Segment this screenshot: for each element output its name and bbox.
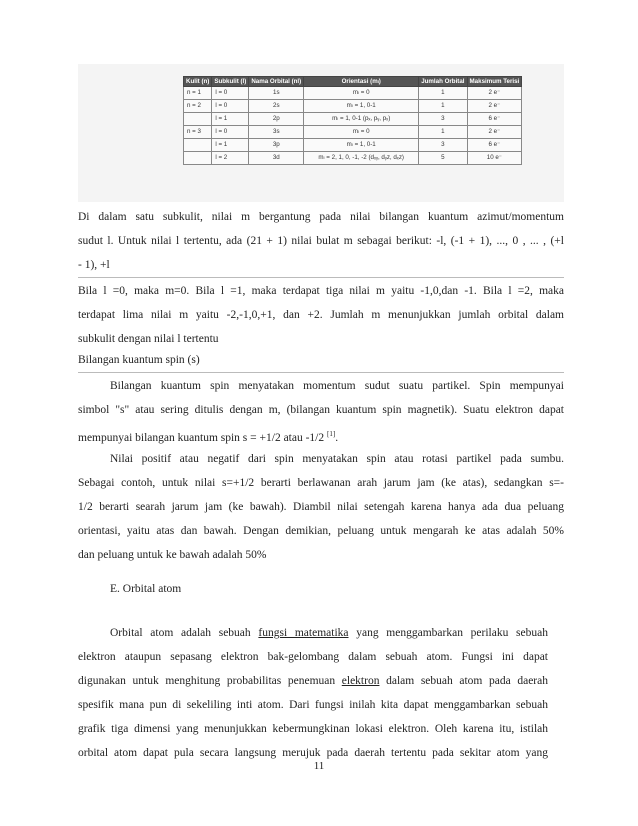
text-line	[78, 422, 564, 446]
table-row	[184, 126, 522, 139]
table-cell: 2p	[249, 113, 304, 126]
text-segment: Orbital atom adalah sebuah	[110, 627, 259, 639]
text-line: - 1), +l	[78, 259, 110, 271]
text-line: grafik tiga dimensi yang menunjukkan kebermungkinan lokasi elektron. Oleh karena itu, istilah	[78, 723, 548, 735]
table-cell: 2 e⁻	[467, 100, 522, 113]
link-fungsi-matematika[interactable]: fungsi matematika	[258, 627, 349, 639]
table-cell: l = 0	[212, 87, 249, 100]
table-header: Kulit (n)	[184, 77, 212, 87]
table-cell: l = 2	[212, 152, 249, 165]
text-segment: .	[335, 431, 339, 444]
paragraph-spin-direction	[78, 447, 564, 567]
table-cell: 5	[419, 152, 467, 165]
text-line: subkulit dengan nilai l tertentu	[78, 333, 219, 345]
text-line: Nilai positif atau negatif dari spin menyatakan spin atau rotasi partikel pada sumbu.	[110, 453, 564, 465]
paragraph-magnetic-values	[78, 279, 564, 351]
link-elektron[interactable]: elektron	[341, 675, 380, 687]
table-cell: 2 e⁻	[467, 126, 522, 139]
table-cell: l = 1	[212, 113, 249, 126]
table-cell: mₗ = 0	[304, 126, 419, 139]
table-cell	[184, 139, 212, 152]
table-cell: 3	[419, 113, 467, 126]
table-cell: l = 0	[212, 126, 249, 139]
orbital-table	[183, 76, 522, 165]
table-cell: 6 e⁻	[467, 113, 522, 126]
table-cell: 2 e⁻	[467, 87, 522, 100]
text-line: orientasi, yaitu atas dan bawah. Dengan demikian, peluang untuk mengarah ke atas adalah 50%	[78, 525, 564, 537]
table-cell: n = 2	[184, 100, 212, 113]
table-cell: 1	[419, 87, 467, 100]
table-cell: n = 3	[184, 126, 212, 139]
text-line: Bilangan kuantum spin menyatakan momentum sudut suatu partikel. Spin mempunyai	[110, 380, 564, 392]
table-cell: mₗ = 1, 0-1	[304, 100, 419, 113]
table-cell: mₗ = 1, 0-1	[304, 139, 419, 152]
text-line: spesifik mana pun di sekeliling inti atom. Dari fungsi inilah kita dapat menggambarkan sebuah	[78, 699, 548, 711]
table-cell: 1	[419, 100, 467, 113]
table-cell: 10 e⁻	[467, 152, 522, 165]
table-header: Maksimum Terisi	[467, 77, 522, 87]
table-header: Nama Orbital (nl)	[249, 77, 304, 87]
table-cell: l = 1	[212, 139, 249, 152]
table-cell: 2s	[249, 100, 304, 113]
table-cell: 3s	[249, 126, 304, 139]
orbital-table-figure	[78, 64, 564, 202]
paragraph-spin-definition	[78, 374, 564, 446]
paragraph-azimuthal	[78, 205, 564, 277]
table-cell: 1	[419, 126, 467, 139]
paragraph-atomic-orbital	[78, 621, 548, 765]
table-cell: mₗ = 0	[304, 87, 419, 100]
spin-heading: Bilangan kuantum spin (s)	[78, 354, 200, 366]
citation-ref[interactable]: [1]	[327, 430, 336, 438]
text-line: Bila l =0, maka m=0. Bila l =1, maka terdapat tiga nilai m yaitu -1,0,dan -1. Bila l =2, maka	[78, 285, 564, 297]
text-line: orbital atom dapat pula secara langsung merujuk pada daerah tertentu pada sekitar atom yang	[78, 747, 548, 759]
table-cell	[184, 113, 212, 126]
table-header-row	[184, 77, 522, 87]
text-line: Di dalam satu subkulit, nilai m bergantung pada nilai bilangan kuantum azimut/momentum	[78, 211, 564, 223]
text-line: terdapat lima nilai m yaitu -2,-1,0,+1, dan +2. Jumlah m menunjukkan jumlah orbital dalam	[78, 309, 564, 321]
table-header: Jumlah Orbital	[419, 77, 467, 87]
table-cell: 3p	[249, 139, 304, 152]
table-cell: 1s	[249, 87, 304, 100]
table-header: Subkulit (l)	[212, 77, 249, 87]
table-cell: l = 0	[212, 100, 249, 113]
section-heading: E. Orbital atom	[110, 583, 182, 595]
text-line: Sebagai contoh, untuk nilai s=+1/2 berarti berlawanan arah jarum jam (ke atas), sedangkan s=-	[78, 477, 564, 489]
text-line: simbol "s" atau sering ditulis dengan m, (bilangan kuantum spin magnetik). Suatu elektron dapat	[78, 404, 564, 416]
table-row	[184, 152, 522, 165]
text-line	[78, 621, 548, 645]
table-cell: 3d	[249, 152, 304, 165]
table-row	[184, 139, 522, 152]
table-cell	[184, 152, 212, 165]
table-cell: 6 e⁻	[467, 139, 522, 152]
text-segment: dalam sebuah atom pada daerah	[379, 675, 548, 687]
text-segment: mempunyai bilangan kuantum spin s = +1/2 atau -1/2	[78, 431, 325, 444]
table-cell: mₗ = 1, 0-1 (pₓ, pᵧ, pₓ)	[304, 113, 419, 126]
table-row	[184, 100, 522, 113]
table-row	[184, 87, 522, 100]
text-segment: yang menggambarkan perilaku sebuah	[348, 627, 548, 639]
text-segment: digunakan untuk menghitung probabilitas penemuan	[78, 675, 342, 687]
table-row	[184, 113, 522, 126]
divider	[78, 372, 564, 373]
text-line: elektron ataupun sepasang elektron bak-gelombang dalam sebuah atom. Fungsi ini dapat	[78, 651, 548, 663]
text-line: dan peluang untuk ke bawah adalah 50%	[78, 549, 267, 561]
table-cell: 3	[419, 139, 467, 152]
table-cell: n = 1	[184, 87, 212, 100]
page-number: 11	[313, 760, 325, 772]
divider	[78, 277, 564, 278]
text-line	[78, 669, 548, 693]
table-cell: mₗ = 2, 1, 0, -1, -2 (dₓᵧ, dᵧz, dₓz)	[304, 152, 419, 165]
text-line: sudut l. Untuk nilai l tertentu, ada (21 + 1) nilai bulat m sebagai berikut: -l, (-1 + 1), ..., 0 , ... , (+l	[78, 235, 564, 247]
table-header: Orientasi (mₗ)	[304, 77, 419, 87]
text-line: 1/2 berarti searah jarum jam (ke bawah). Diambil nilai setengah karena hanya ada dua peluang	[78, 501, 564, 513]
